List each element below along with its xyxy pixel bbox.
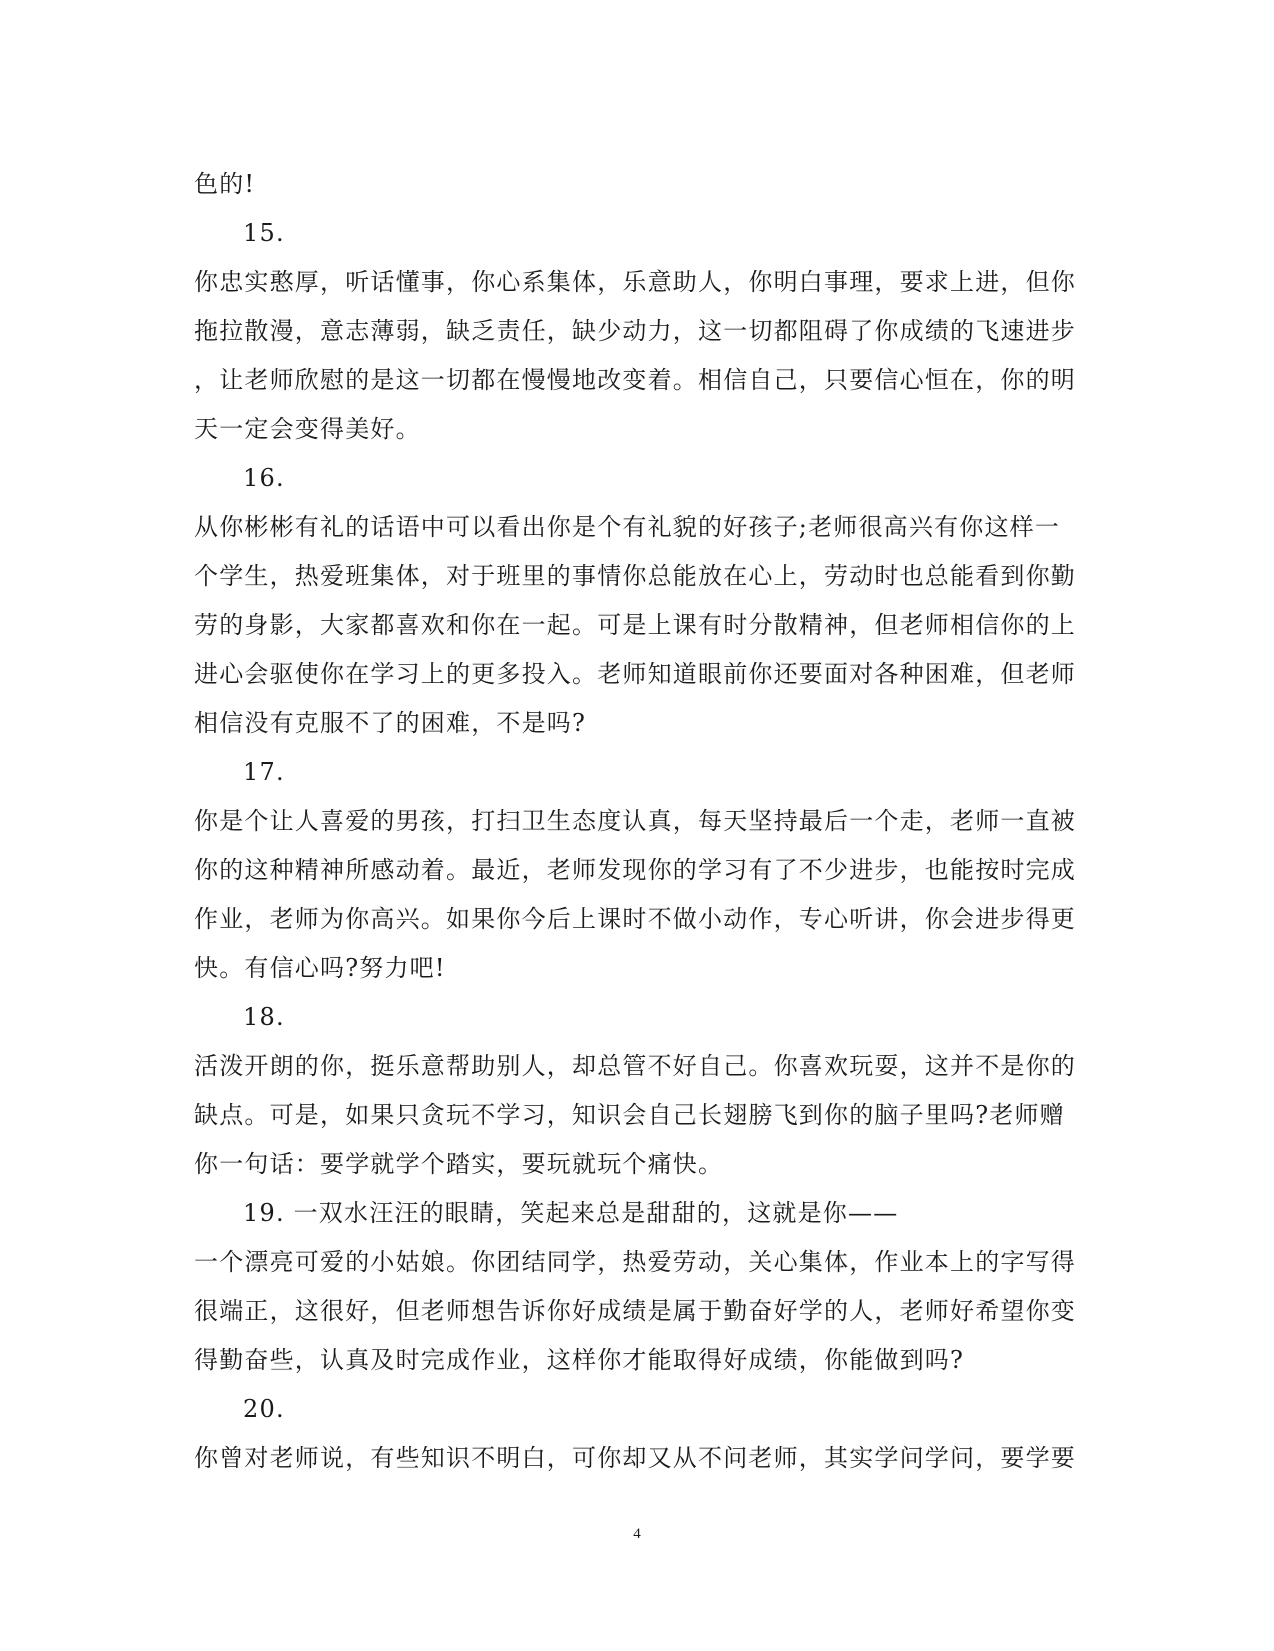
paragraph-line: 你是个让人喜爱的男孩，打扫卫生态度认真，每天坚持最后一个走，老师一直被: [194, 807, 1076, 835]
paragraph-line: 天一定会变得美好。: [194, 415, 421, 443]
paragraph-line: 你一句话：要学就学个踏实，要玩就玩个痛快。: [194, 1150, 724, 1178]
paragraph-line: 劳的身影，大家都喜欢和你在一起。可是上课有时分散精神，但老师相信你的上: [194, 611, 1076, 639]
paragraph-line: 从你彬彬有礼的话语中可以看出你是个有礼貌的好孩子;老师很高兴有你这样一: [194, 513, 1061, 541]
paragraph-line: 活泼开朗的你，挺乐意帮助别人，却总管不好自己。你喜欢玩耍，这并不是你的: [194, 1052, 1076, 1080]
paragraph-line: 相信没有克服不了的困难，不是吗?: [194, 709, 587, 737]
paragraph-line: 很端正，这很好，但老师想告诉你好成绩是属于勤奋好学的人，老师好希望你变: [194, 1297, 1076, 1325]
item-number-line: 17.: [243, 758, 285, 786]
paragraph-line: 一个漂亮可爱的小姑娘。你团结同学，热爱劳动，关心集体，作业本上的字写得: [194, 1248, 1076, 1276]
item-number-line: 19. 一双水汪汪的眼睛，笑起来总是甜甜的，这就是你——: [243, 1199, 899, 1227]
item-number-line: 15.: [243, 219, 285, 247]
paragraph-line: 你忠实憨厚，听话懂事，你心系集体，乐意助人，你明白事理，要求上进，但你: [194, 268, 1076, 296]
paragraph-line: 作业，老师为你高兴。如果你今后上课时不做小动作，专心听讲，你会进步得更: [194, 905, 1076, 933]
paragraph-line: 拖拉散漫，意志薄弱，缺乏责任，缺少动力，这一切都阻碍了你成绩的飞速进步: [194, 317, 1076, 345]
paragraph-line: 缺点。可是，如果只贪玩不学习，知识会自己长翅膀飞到你的脑子里吗?老师赠: [194, 1101, 1065, 1129]
paragraph-line: 你的这种精神所感动着。最近，老师发现你的学习有了不少进步，也能按时完成: [194, 856, 1076, 884]
paragraph-line: ，让老师欣慰的是这一切都在慢慢地改变着。相信自己，只要信心恒在，你的明: [194, 366, 1076, 394]
paragraph-line: 进心会驱使你在学习上的更多投入。老师知道眼前你还要面对各种困难，但老师: [194, 660, 1076, 688]
item-number-line: 18.: [243, 1003, 285, 1031]
paragraph-line: 快。有信心吗?努力吧!: [194, 954, 446, 982]
item-number-line: 20.: [243, 1395, 285, 1423]
paragraph-line: 色的!: [194, 170, 256, 198]
page-number: 4: [633, 1526, 641, 1542]
paragraph-line: 得勤奋些，认真及时完成作业，这样你才能取得好成绩，你能做到吗?: [194, 1346, 965, 1374]
paragraph-line: 你曾对老师说，有些知识不明白，可你却又从不问老师，其实学问学问，要学要: [194, 1444, 1076, 1472]
item-number-line: 16.: [243, 464, 285, 492]
body-text: [194, 160, 1074, 1483]
paragraph-line: 个学生，热爱班集体，对于班里的事情你总能放在心上，劳动时也总能看到你勤: [194, 562, 1076, 590]
